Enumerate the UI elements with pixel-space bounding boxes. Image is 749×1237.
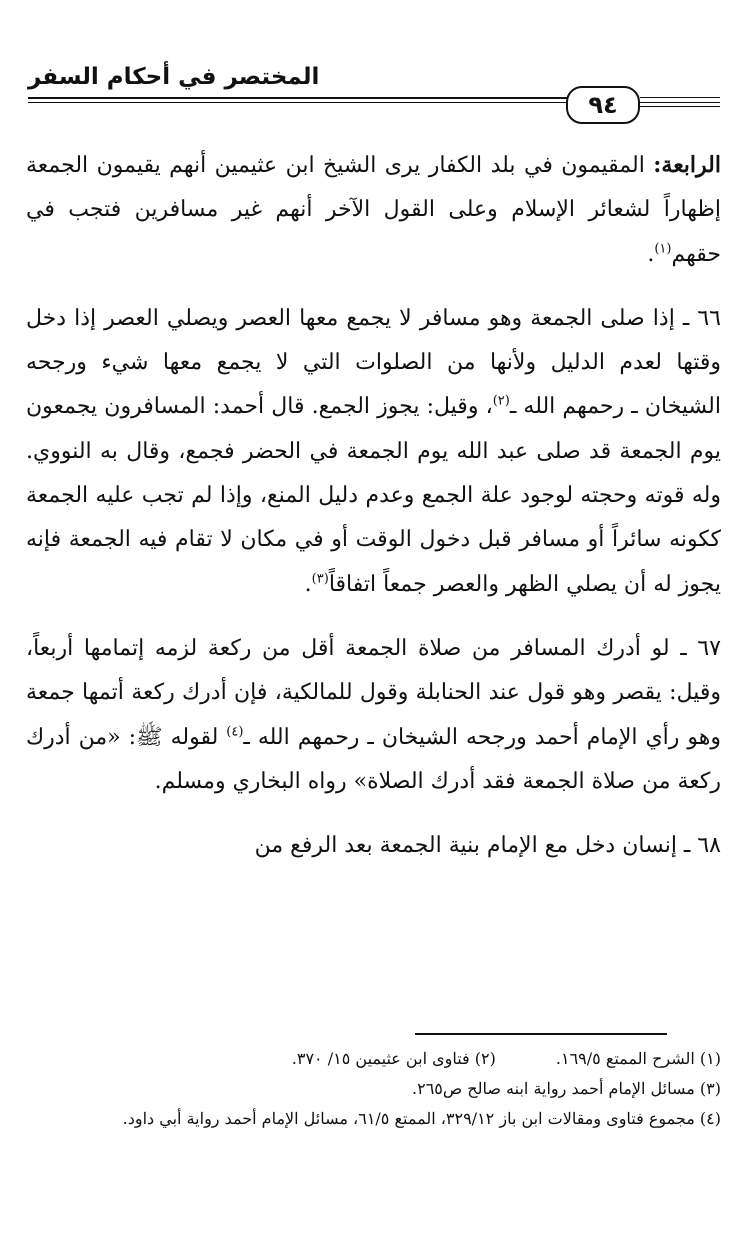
header-rule	[28, 102, 568, 103]
paragraph-text: لقوله ﷺ: «من أدرك ركعة من صلاة الجمعة فقد أدرك الصلاة» رواه البخاري ومسلم.	[26, 724, 721, 794]
footnote-ref: (٤)	[226, 724, 244, 740]
footnote-3: (٣) مسائل الإمام أحمد رواية ابنه صالح ص٢٦٥.	[412, 1079, 721, 1098]
footnote-1: (١) الشرح الممتع ١٦٩/٥.	[555, 1049, 721, 1068]
paragraph-lead: الرابعة:	[653, 152, 721, 178]
footnotes	[26, 1044, 721, 1134]
header-rule	[640, 106, 720, 107]
paragraph-text: ٦٨ ـ إنسان دخل مع الإمام بنية الجمعة بعد الرفع من	[254, 833, 721, 859]
paragraph-66	[26, 297, 721, 607]
paragraph-text: المقيمون في بلد الكفار يرى الشيخ ابن عثيمين أنهم يقيمون الجمعة إظهاراً لشعائر الإسلام وعلى القول الآخر أنهم غير مسافرين فتجب في حقهم	[26, 153, 721, 267]
paragraph-68	[26, 824, 721, 868]
paragraph-text: ، وقيل: يجوز الجمع. قال أحمد: المسافرون يجمعون يوم الجمعة قد صلى عبد الله يوم الجمعة في الحضر فجمع، وقال به النووي. وله قوته وحجته لوجود علة الجمع وعدم دليل المنع، وإذا لم تجب عليه الجمعة ككونه سائراً أو مسافر قبل دخول الوقت أو في مكان لا تقام فيه الجمعة فإنه يجوز له أن يصلي الظهر والعصر جمعاً اتفاقاً	[26, 394, 721, 597]
footnote-rule	[415, 1033, 667, 1035]
header-rule	[28, 97, 568, 99]
paragraph-67	[26, 627, 721, 804]
running-title: المختصر في أحكام السفر	[28, 64, 320, 90]
page-number: ٩٤	[566, 86, 640, 124]
paragraph-rabia	[26, 143, 721, 277]
footnote-4: (٤) مجموع فتاوى ومقالات ابن باز ٣٢٩/١٢، الممتع ٦١/٥، مسائل الإمام أحمد رواية أبي داود.	[122, 1109, 721, 1128]
paragraph-text: ٦٧ ـ لو أدرك المسافر من صلاة الجمعة أقل من ركعة لزمه إتمامها أربعاً، وقيل: يقصر وهو قول عند الحنابلة وقول للمالكية، فإن أدرك ركعة أتمها جمعة وهو رأي الإمام أحمد ورجحه الشيخان ـ رحمهم الله ـ	[26, 635, 721, 750]
paragraph-text: .	[304, 571, 312, 597]
body-text	[26, 143, 721, 888]
header-rule	[640, 102, 720, 103]
footnote-ref: (٣)	[311, 571, 329, 587]
paragraph-text: .	[647, 241, 655, 267]
footnote-row	[26, 1044, 721, 1074]
header-rule	[640, 97, 720, 98]
footnote-ref: (٢)	[492, 394, 510, 410]
paragraph-text: ٦٦ ـ إذا صلى الجمعة وهو مسافر لا يجمع معها العصر ويصلي العصر إذا دخل وقتها لعدم الدليل ولأنها من الصلوات التي لا يجمع معها شيء ورجحه الشيخان ـ رحمهم الله ـ	[26, 305, 721, 420]
footnote-ref: (١)	[654, 241, 672, 257]
footnote-2: (٢) فتاوى ابن عثيمين ١٥/ ٣٧٠.	[291, 1049, 496, 1068]
